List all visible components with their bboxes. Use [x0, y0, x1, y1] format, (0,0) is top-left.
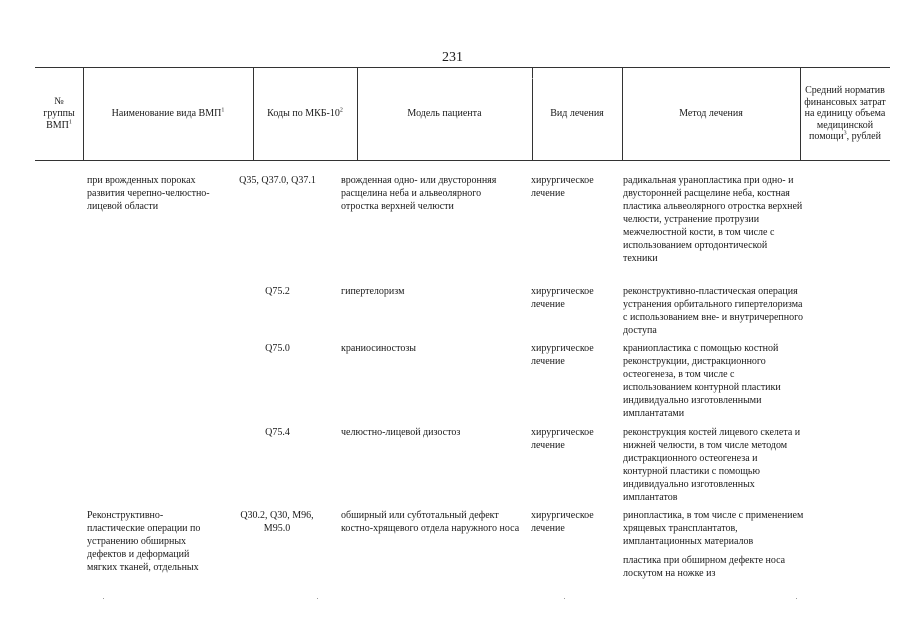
row-1-model: врожденная одно- или двусторонняя расщелина неба и альвеолярного отростка верхней челюсти — [341, 175, 497, 212]
row-2-method: реконструктивно-пластическая операция устранения орбитального гипертелоризма с использованием вне- и внутричерепного доступа — [623, 286, 803, 336]
header-codes: Коды по МКБ-$10^2$ — [267, 107, 343, 119]
row-5-codes: Q30.2, Q30, M96, M95.0 — [240, 510, 314, 534]
row-3-codes: Q75.0 — [265, 343, 290, 354]
row-1-type: хирургическое лечение — [531, 175, 594, 199]
row-5-method-continued: пластика при обширном дефекте носа лоскутом на ножке из — [623, 555, 786, 579]
row-4-model: челюстно-лицевой дизостоз — [341, 427, 461, 438]
page-number: 231 — [442, 50, 463, 65]
header-group: № группы ВМП$^1$ — [43, 96, 75, 131]
scan-speck — [317, 598, 318, 599]
header-cost: Средний норматив финансовых затрат на единицу объема медицинской помощи$^3$, рублей — [804, 85, 886, 143]
row-5-name: Реконструктивно-пластические операции по устранению обширных дефектов и деформаций мягких тканей, отдельных — [87, 510, 201, 573]
row-5-type: хирургическое лечение — [531, 510, 594, 534]
row-4-codes: Q75.4 — [265, 427, 290, 438]
row-4-type: хирургическое лечение — [531, 427, 594, 451]
header-type: Вид лечения — [550, 108, 604, 119]
row-2-codes: Q75.2 — [265, 286, 290, 297]
scan-speck — [564, 598, 565, 599]
row-4-method: реконструкция костей лицевого скелета и нижней челюсти, в том числе методом дистракционного остеогенеза и контурной пластики с помощью индивидуально изготовленных имплантатов — [623, 427, 801, 503]
table-header — [35, 67, 890, 161]
row-2-model: гипертелоризм — [341, 286, 405, 297]
scan-speck — [103, 598, 104, 599]
row-3-model: краниосиностозы — [341, 343, 416, 354]
row-5-method: ринопластика, в том числе с применением хрящевых трансплантатов, имплантационных материалов — [623, 510, 804, 547]
row-1-method: радикальная уранопластика при одно- и двусторонней расщелине неба, костная пластика альвеолярного отростка верхней челюсти, устранение протрузии межчелюстной кости, в том числе с использованием ортодонтической техники — [623, 175, 803, 264]
row-2-type: хирургическое лечение — [531, 286, 594, 310]
scan-speck — [796, 598, 797, 599]
row-1-name: при врожденных пороках развития черепно-челюстно-лицевой области — [87, 175, 210, 212]
row-3-method: краниопластика с помощью костной реконструкции, дистракционного остеогенеза, в том числе с использованием контурной пластики индивидуально изготовленными имплантатами — [623, 343, 781, 419]
row-1-codes: Q35, Q37.0, Q37.1 — [239, 175, 316, 186]
row-5-model: обширный или субтотальный дефект костно-хрящевого отдела наружного носа — [341, 510, 520, 534]
header-model: Модель пациента — [407, 108, 482, 119]
header-method: Метод лечения — [679, 108, 743, 119]
header-name: Наименование вида ВМП$^1$ — [111, 107, 225, 119]
scan-speck — [532, 78, 533, 79]
row-3-type: хирургическое лечение — [531, 343, 594, 367]
